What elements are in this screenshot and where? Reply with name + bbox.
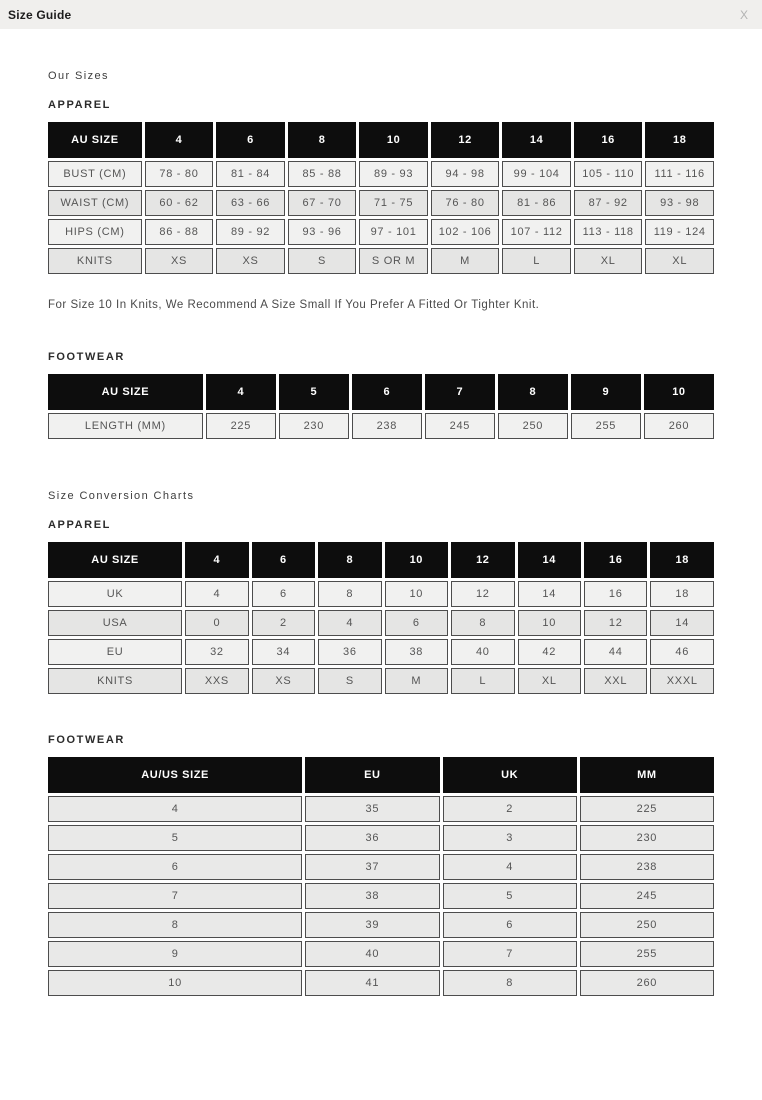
table-cell: 93 - 96	[288, 219, 357, 245]
table-cell: 97 - 101	[359, 219, 428, 245]
table-cell: 34	[252, 639, 315, 665]
table-cell: 119 - 124	[645, 219, 714, 245]
table-row	[48, 610, 714, 636]
table-header-cell: AU SIZE	[48, 122, 142, 158]
table-cell: 35	[305, 796, 439, 822]
table-cell: 36	[318, 639, 381, 665]
table-cell: 99 - 104	[502, 161, 571, 187]
table-cell: 260	[580, 970, 714, 996]
table-cell: 113 - 118	[574, 219, 643, 245]
table-cell: 87 - 92	[574, 190, 643, 216]
table-row	[48, 883, 714, 909]
table-cell: XXXL	[650, 668, 714, 694]
table-header-cell: 4	[145, 122, 214, 158]
table-row	[48, 639, 714, 665]
table-cell: S OR M	[359, 248, 428, 274]
table-cell: 105 - 110	[574, 161, 643, 187]
table-cell: XS	[145, 248, 214, 274]
table-cell: 7	[443, 941, 577, 967]
table-row	[48, 413, 714, 439]
table-cell: 5	[48, 825, 302, 851]
table-row	[48, 970, 714, 996]
table-row	[48, 219, 714, 245]
table-header-row	[48, 757, 714, 793]
table-header-cell: 16	[584, 542, 647, 578]
table-cell: 5	[443, 883, 577, 909]
table-cell: 0	[185, 610, 248, 636]
table-cell: 38	[305, 883, 439, 909]
table-cell: BUST (CM)	[48, 161, 142, 187]
table-header-cell: 14	[502, 122, 571, 158]
table-cell: 40	[451, 639, 514, 665]
table-cell: 38	[385, 639, 448, 665]
table-cell: L	[451, 668, 514, 694]
table-header-cell: 7	[425, 374, 495, 410]
table-cell: L	[502, 248, 571, 274]
table-cell: 6	[48, 854, 302, 880]
table-cell: 7	[48, 883, 302, 909]
table-cell: 81 - 86	[502, 190, 571, 216]
table-cell: 6	[443, 912, 577, 938]
table-header-cell: 4	[185, 542, 248, 578]
table-cell: 4	[185, 581, 248, 607]
table-cell: 63 - 66	[216, 190, 285, 216]
table-cell: XXS	[185, 668, 248, 694]
table-cell: 14	[650, 610, 714, 636]
table-cell: XS	[252, 668, 315, 694]
table-cell: S	[288, 248, 357, 274]
our-sizes-heading: Our Sizes	[48, 70, 109, 82]
table-cell: 250	[580, 912, 714, 938]
table-header-cell: 10	[359, 122, 428, 158]
table-header-cell: 10	[644, 374, 714, 410]
table-cell: 225	[206, 413, 276, 439]
apparel-sizes-table	[45, 119, 717, 277]
table-cell: 230	[580, 825, 714, 851]
table-cell: UK	[48, 581, 182, 607]
table-header-cell: 9	[571, 374, 641, 410]
table-cell: WAIST (CM)	[48, 190, 142, 216]
table-cell: XL	[574, 248, 643, 274]
table-header-cell: AU SIZE	[48, 374, 203, 410]
table-cell: 107 - 112	[502, 219, 571, 245]
table-cell: USA	[48, 610, 182, 636]
our-sizes-footwear-label: FOOTWEAR	[48, 351, 125, 363]
table-cell: 76 - 80	[431, 190, 500, 216]
table-cell: 8	[318, 581, 381, 607]
table-cell: 245	[580, 883, 714, 909]
table-header-cell: 16	[574, 122, 643, 158]
apparel-conversion-table	[45, 539, 717, 697]
table-cell: 40	[305, 941, 439, 967]
table-row	[48, 825, 714, 851]
table-cell: S	[318, 668, 381, 694]
table-cell: 46	[650, 639, 714, 665]
table-cell: 71 - 75	[359, 190, 428, 216]
table-cell: 250	[498, 413, 568, 439]
table-header-cell: 4	[206, 374, 276, 410]
table-cell: 8	[443, 970, 577, 996]
table-cell: 89 - 92	[216, 219, 285, 245]
table-row	[48, 854, 714, 880]
table-cell: KNITS	[48, 248, 142, 274]
table-header-cell: 10	[385, 542, 448, 578]
table-cell: 67 - 70	[288, 190, 357, 216]
table-header-cell: AU/US SIZE	[48, 757, 302, 793]
table-cell: 44	[584, 639, 647, 665]
table-cell: 42	[518, 639, 581, 665]
table-cell: 230	[279, 413, 349, 439]
table-cell: 10	[385, 581, 448, 607]
table-cell: 41	[305, 970, 439, 996]
close-icon[interactable]: X	[739, 7, 748, 22]
table-header-cell: AU SIZE	[48, 542, 182, 578]
table-header-cell: 8	[288, 122, 357, 158]
table-cell: 85 - 88	[288, 161, 357, 187]
conversion-heading: Size Conversion Charts	[48, 490, 195, 502]
table-header-row	[48, 122, 714, 158]
table-cell: 12	[584, 610, 647, 636]
table-cell: 6	[385, 610, 448, 636]
table-cell: 3	[443, 825, 577, 851]
table-cell: 4	[48, 796, 302, 822]
table-cell: 81 - 84	[216, 161, 285, 187]
table-cell: 89 - 93	[359, 161, 428, 187]
table-cell: KNITS	[48, 668, 182, 694]
panel-title: Size Guide	[8, 7, 72, 22]
table-cell: 78 - 80	[145, 161, 214, 187]
table-cell: 39	[305, 912, 439, 938]
table-cell: 14	[518, 581, 581, 607]
table-header-cell: EU	[305, 757, 439, 793]
table-cell: 260	[644, 413, 714, 439]
table-cell: 255	[580, 941, 714, 967]
table-cell: 4	[318, 610, 381, 636]
table-cell: 238	[352, 413, 422, 439]
table-cell: 245	[425, 413, 495, 439]
table-header-cell: UK	[443, 757, 577, 793]
table-cell: 86 - 88	[145, 219, 214, 245]
size-guide-content	[0, 70, 762, 999]
table-header-cell: 8	[498, 374, 568, 410]
table-cell: M	[431, 248, 500, 274]
table-cell: XS	[216, 248, 285, 274]
table-cell: 32	[185, 639, 248, 665]
table-cell: 16	[584, 581, 647, 607]
table-header-row	[48, 542, 714, 578]
table-row	[48, 912, 714, 938]
table-cell: XL	[645, 248, 714, 274]
table-cell: 36	[305, 825, 439, 851]
table-header-cell: 6	[252, 542, 315, 578]
knits-note: For Size 10 In Knits, We Recommend A Size Small If You Prefer A Fitted Or Tighter Knit.	[48, 299, 540, 311]
table-row	[48, 581, 714, 607]
table-cell: EU	[48, 639, 182, 665]
topbar	[0, 0, 762, 29]
table-cell: 8	[451, 610, 514, 636]
table-cell: 60 - 62	[145, 190, 214, 216]
table-cell: 2	[252, 610, 315, 636]
table-cell: XXL	[584, 668, 647, 694]
table-cell: 94 - 98	[431, 161, 500, 187]
table-cell: LENGTH (MM)	[48, 413, 203, 439]
table-cell: 255	[571, 413, 641, 439]
table-header-cell: 18	[650, 542, 714, 578]
table-header-row	[48, 374, 714, 410]
table-cell: 8	[48, 912, 302, 938]
table-row	[48, 796, 714, 822]
our-sizes-apparel-label: APPAREL	[48, 99, 111, 111]
conversion-footwear-label: FOOTWEAR	[48, 734, 125, 746]
table-cell: 4	[443, 854, 577, 880]
table-cell: 12	[451, 581, 514, 607]
footwear-conversion-table	[45, 754, 717, 999]
table-cell: 10	[48, 970, 302, 996]
table-cell: 6	[252, 581, 315, 607]
table-cell: 102 - 106	[431, 219, 500, 245]
table-row	[48, 190, 714, 216]
table-row	[48, 941, 714, 967]
table-header-cell: 6	[352, 374, 422, 410]
table-header-cell: 6	[216, 122, 285, 158]
table-header-cell: 5	[279, 374, 349, 410]
table-cell: 93 - 98	[645, 190, 714, 216]
table-cell: HIPS (CM)	[48, 219, 142, 245]
table-header-cell: 12	[431, 122, 500, 158]
table-header-cell: 14	[518, 542, 581, 578]
table-header-cell: 18	[645, 122, 714, 158]
table-cell: 37	[305, 854, 439, 880]
table-row	[48, 668, 714, 694]
table-cell: XL	[518, 668, 581, 694]
table-cell: 9	[48, 941, 302, 967]
table-row	[48, 248, 714, 274]
table-cell: 238	[580, 854, 714, 880]
table-cell: M	[385, 668, 448, 694]
table-header-cell: MM	[580, 757, 714, 793]
table-cell: 225	[580, 796, 714, 822]
table-header-cell: 8	[318, 542, 381, 578]
table-header-cell: 12	[451, 542, 514, 578]
table-cell: 2	[443, 796, 577, 822]
footwear-sizes-table	[45, 371, 717, 442]
table-cell: 18	[650, 581, 714, 607]
conversion-apparel-label: APPAREL	[48, 519, 111, 531]
table-row	[48, 161, 714, 187]
table-cell: 111 - 116	[645, 161, 714, 187]
table-cell: 10	[518, 610, 581, 636]
